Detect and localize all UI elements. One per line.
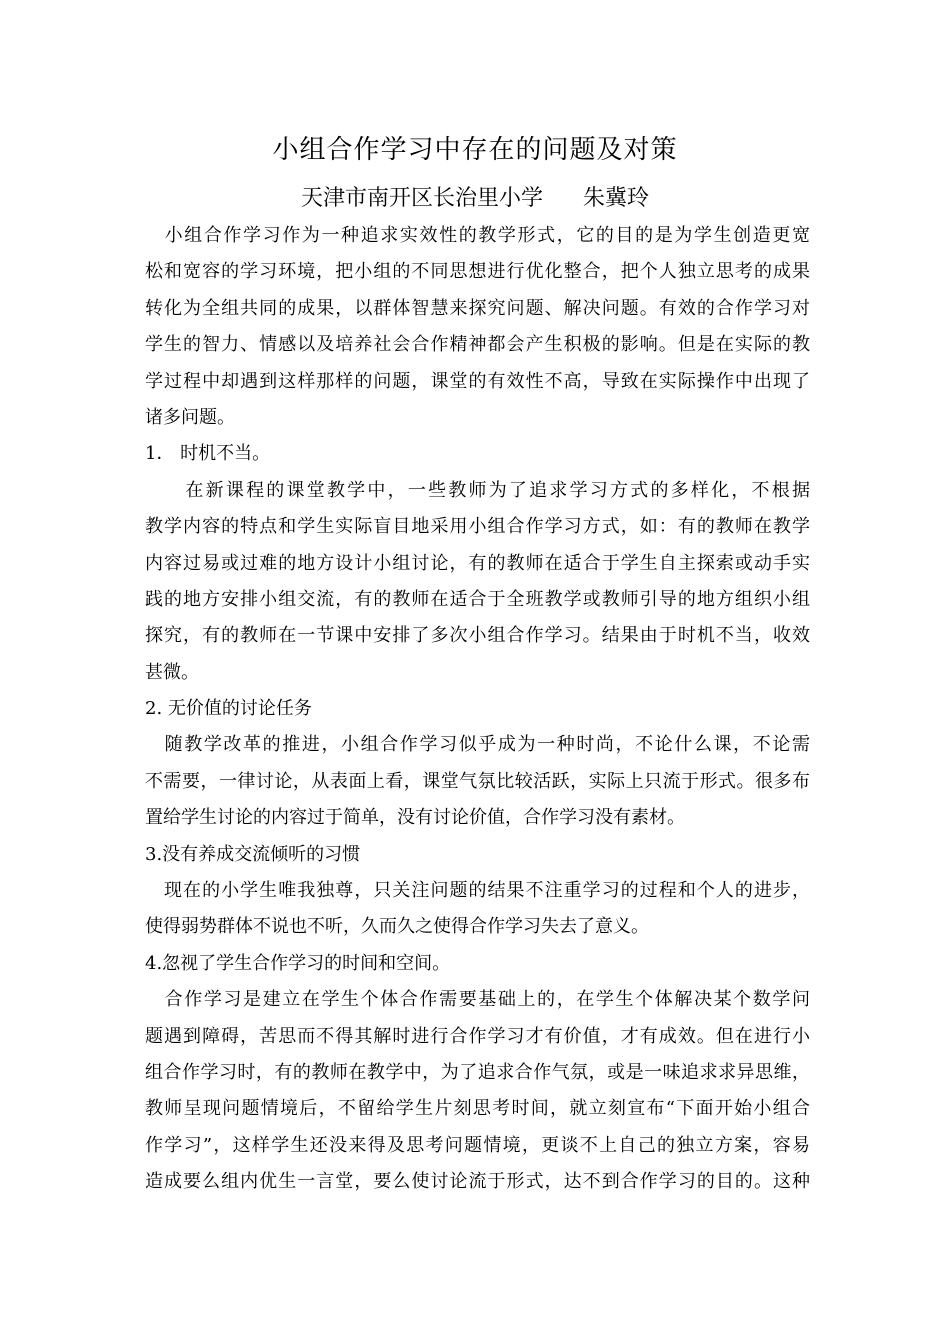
text-line: 内容过易或过难的地方设计小组讨论，有的教师在适合于学生自主探索或动手实 — [145, 552, 810, 574]
section-heading: 1． 时机不当。 — [145, 443, 271, 465]
text-line: 探究，有的教师在一节课中安排了多次小组合作学习。结果由于时机不当，收效 — [145, 625, 810, 647]
author-line — [0, 183, 950, 215]
section-heading: 3.没有养成交流倾听的习惯 — [145, 843, 361, 865]
text-line: 学生的智力、情感以及培养社会合作精神都会产生积极的影响。但是在实际的教 — [145, 334, 810, 356]
text-line: 现在的小学生唯我独尊，只关注问题的结果不注重学习的过程和个人的进步， — [145, 880, 810, 902]
text-line: 学过程中却遇到这样那样的问题，课堂的有效性不高，导致在实际操作中出现了 — [145, 370, 810, 392]
text-line: 教师呈现问题情境后，不留给学生片刻思考时间，就立刻宣布“下面开始小组合 — [145, 1098, 810, 1120]
text-line: 践的地方安排小组交流，有的教师在适合于全班教学或教师引导的地方组织小组 — [145, 588, 810, 610]
section-heading: 2. 无价值的讨论任务 — [145, 698, 312, 720]
text-line: 组合作学习时，有的教师在教学中，为了追求合作气氛，或是一味追求求异思维， — [145, 1061, 810, 1083]
text-line: 合作学习是建立在学生个体合作需要基础上的，在学生个体解决某个数学问 — [145, 989, 810, 1011]
text-line: 在新课程的课堂教学中，一些教师为了追求学习方式的多样化，不根据 — [145, 479, 810, 501]
text-line: 小组合作学习作为一种追求实效性的教学形式，它的目的是为学生创造更宽 — [145, 225, 810, 246]
text-line: 转化为全组共同的成果，以群体智慧来探究问题、解决问题。有效的合作学习对 — [145, 297, 810, 319]
text-line: 使得弱势群体不说也不听，久而久之使得合作学习失去了意义。 — [145, 916, 649, 938]
document-body — [145, 218, 810, 1201]
author-school: 天津市南开区长治里小学 — [300, 186, 543, 211]
text-line: 题遇到障碍，苦思而不得其解时进行合作学习才有价值，才有成效。但在进行小 — [145, 1025, 810, 1047]
section-heading: 4.忽视了学生合作学习的时间和空间。 — [145, 952, 451, 974]
text-line: 诸多问题。 — [145, 406, 235, 428]
text-line: 造成要么组内优生一言堂，要么使讨论流于形式，达不到合作学习的目的。这种 — [145, 1171, 810, 1193]
text-line: 甚微。 — [145, 661, 199, 683]
text-line: 教学内容的特点和学生实际盲目地采用小组合作学习方式，如：有的教师在教学 — [145, 516, 810, 538]
text-line: 作学习”，这样学生还没来得及思考问题情境，更谈不上自己的独立方案，容易 — [145, 1134, 810, 1156]
text-line: 置给学生讨论的内容过于简单，没有讨论价值，合作学习没有素材。 — [145, 807, 685, 829]
document-title: 小组合作学习中存在的问题及对策 — [272, 135, 678, 165]
text-line: 不需要，一律讨论，从表面上看，课堂气氛比较活跃，实际上只流于形式。很多布 — [145, 770, 810, 792]
author-name: 朱冀玲 — [583, 186, 650, 211]
text-line: 松和宽容的学习环境，把小组的不同思想进行优化整合，把个人独立思考的成果 — [145, 261, 810, 283]
text-line: 随教学改革的推进，小组合作学习似乎成为一种时尚，不论什么课，不论需 — [145, 734, 810, 756]
